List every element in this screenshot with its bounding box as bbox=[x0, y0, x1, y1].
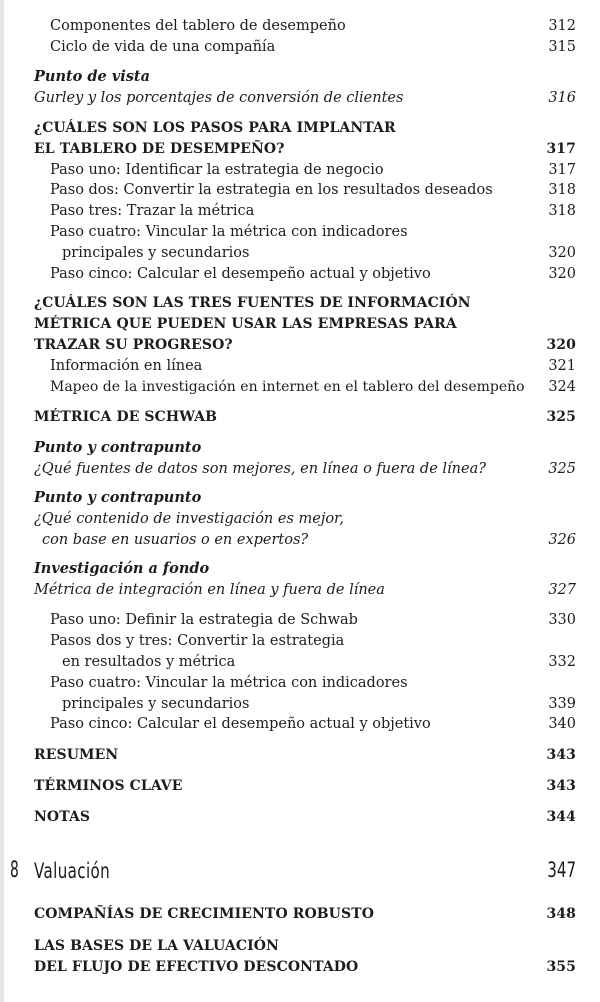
entry-title: principales y secundarios bbox=[62, 245, 250, 261]
entry-page: 318 bbox=[548, 203, 576, 219]
entry-title: EL TABLERO DE DESEMPEÑO? bbox=[34, 141, 285, 157]
entry-title: Métrica de integración en línea y fuera de línea bbox=[34, 582, 385, 598]
entry-title: Paso uno: Definir la estrategia de Schwab bbox=[50, 612, 358, 628]
entry-title: NOTAS bbox=[34, 809, 91, 825]
entry-page: 343 bbox=[546, 747, 576, 763]
entry-title: Paso tres: Trazar la métrica bbox=[50, 203, 255, 219]
entry-title: RESUMEN bbox=[34, 747, 119, 763]
entry-title: DEL FLUJO DE EFECTIVO DESCONTADO bbox=[34, 959, 359, 975]
entry-title: ¿Qué fuentes de datos son mejores, en línea o fuera de línea? bbox=[34, 461, 486, 477]
entry-title: LAS BASES DE LA VALUACIÓN bbox=[34, 938, 279, 954]
entry-title: Paso cuatro: Vincular la métrica con indicadores bbox=[50, 675, 408, 691]
entry-page: 344 bbox=[546, 809, 576, 825]
entry-title: MÉTRICA DE SCHWAB bbox=[34, 409, 218, 425]
entry-title: Gurley y los porcentajes de conversión de clientes bbox=[34, 90, 404, 106]
entry-title: TRAZAR SU PROGRESO? bbox=[34, 337, 233, 353]
chapter-number: 8 bbox=[10, 858, 19, 883]
entry-page: 320 bbox=[548, 266, 576, 282]
entry-title: Componentes del tablero de desempeño bbox=[50, 18, 346, 34]
entry-page: 330 bbox=[548, 612, 576, 628]
entry-page: 320 bbox=[546, 337, 576, 353]
entry-page: 340 bbox=[548, 716, 576, 732]
chapter-page: 347 bbox=[547, 858, 576, 882]
entry-title: ¿CUÁLES SON LAS TRES FUENTES DE INFORMACIÓN bbox=[34, 295, 471, 311]
entry-title: Paso cinco: Calcular el desempeño actual y objetivo bbox=[50, 716, 431, 732]
entry-title: Punto y contrapunto bbox=[34, 489, 202, 506]
entry-page: 317 bbox=[546, 141, 576, 157]
entry-title: ¿Qué contenido de investigación es mejor, bbox=[34, 511, 345, 527]
entry-page: 327 bbox=[548, 582, 576, 598]
entry-page: 317 bbox=[548, 162, 576, 178]
entry-page: 316 bbox=[548, 90, 576, 106]
entry-title: ¿CUÁLES SON LOS PASOS PARA IMPLANTAR bbox=[34, 120, 396, 136]
entry-title: Paso dos: Convertir la estrategia en los resultados deseados bbox=[50, 182, 493, 198]
entry-title: Investigación a fondo bbox=[34, 560, 210, 577]
entry-page: 320 bbox=[548, 245, 576, 261]
entry-page: 318 bbox=[548, 182, 576, 198]
entry-title: Pasos dos y tres: Convertir la estrategia bbox=[50, 633, 345, 649]
entry-page: 348 bbox=[546, 906, 576, 922]
entry-page: 343 bbox=[546, 778, 576, 794]
entry-page: 339 bbox=[548, 696, 576, 712]
entry-page: 312 bbox=[548, 18, 576, 34]
entry-title: MÉTRICA QUE PUEDEN USAR LAS EMPRESAS PARA bbox=[34, 316, 457, 332]
entry-title: Paso cuatro: Vincular la métrica con indicadores bbox=[50, 224, 408, 240]
entry-page: 324 bbox=[548, 379, 576, 395]
entry-page: 315 bbox=[548, 39, 576, 55]
entry-title: Punto de vista bbox=[34, 68, 151, 85]
chapter-heading bbox=[0, 858, 600, 886]
entry-page: 326 bbox=[548, 532, 576, 548]
entry-title: Ciclo de vida de una compañía bbox=[50, 39, 276, 55]
entry-page: 321 bbox=[548, 358, 576, 374]
scan-artifact bbox=[0, 0, 4, 1002]
chapter-title: Valuación bbox=[34, 859, 111, 883]
entry-page: 325 bbox=[546, 409, 576, 425]
entry-page: 332 bbox=[548, 654, 576, 670]
entry-title: COMPAÑÍAS DE CRECIMIENTO ROBUSTO bbox=[34, 906, 375, 922]
entry-title: en resultados y métrica bbox=[62, 654, 236, 670]
entry-title: Mapeo de la investigación en internet en el tablero del desempeño bbox=[50, 379, 525, 395]
entry-title: Punto y contrapunto bbox=[34, 439, 202, 456]
entry-title: Paso cinco: Calcular el desempeño actual y objetivo bbox=[50, 266, 431, 282]
entry-page: 355 bbox=[546, 959, 576, 975]
entry-title: con base en usuarios o en expertos? bbox=[42, 532, 309, 548]
entry-title: principales y secundarios bbox=[62, 696, 250, 712]
entry-page: 325 bbox=[548, 461, 576, 477]
entry-title: TÉRMINOS CLAVE bbox=[34, 778, 183, 794]
entry-title: Paso uno: Identificar la estrategia de negocio bbox=[50, 162, 384, 178]
entry-title: Información en línea bbox=[50, 358, 203, 374]
